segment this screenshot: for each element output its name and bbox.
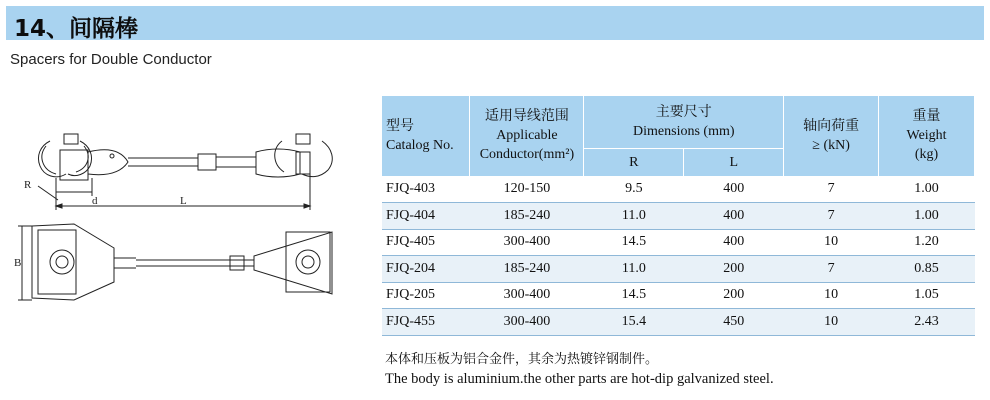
cell-conductor: 300-400	[470, 309, 584, 336]
material-note-cn: 本体和压板为铝合金件，其余为热镀锌钢制件。	[385, 352, 659, 367]
header-load	[784, 96, 879, 176]
cell-conductor: 300-400	[470, 282, 584, 309]
page-subtitle: Spacers for Double Conductor	[10, 51, 212, 68]
cell-catalog: FJQ-403	[382, 176, 470, 203]
header-conductor	[470, 96, 584, 176]
header-load-cn: 轴向荷重	[803, 118, 860, 134]
header-catalog	[382, 96, 470, 176]
dim-label-b: B	[14, 257, 22, 269]
cell-l: 200	[684, 256, 784, 283]
header-r: R	[584, 148, 684, 176]
top-view	[18, 224, 332, 300]
header-catalog-cn: 型号	[386, 118, 414, 134]
page-title: 14、间隔棒	[14, 16, 139, 42]
header-weight-en2: (kg)	[914, 147, 939, 163]
header-catalog-en: Catalog No.	[386, 137, 454, 153]
cell-conductor: 120-150	[470, 176, 584, 203]
dim-label-d: d	[92, 195, 98, 207]
spacer-technical-drawing	[10, 108, 355, 308]
cell-conductor: 185-240	[470, 203, 584, 230]
cell-l: 400	[684, 203, 784, 230]
cell-weight: 1.00	[879, 203, 975, 230]
cell-load: 10	[784, 309, 879, 336]
cell-r: 15.4	[584, 309, 684, 336]
header-weight-en1: Weight	[906, 128, 947, 144]
table-row	[382, 256, 975, 283]
cell-catalog: FJQ-204	[382, 256, 470, 283]
table-row	[382, 203, 975, 230]
cell-catalog: FJQ-405	[382, 229, 470, 256]
cell-weight: 2.43	[879, 309, 975, 336]
cell-weight: 1.20	[879, 229, 975, 256]
cell-load: 10	[784, 282, 879, 309]
cell-catalog: FJQ-404	[382, 203, 470, 230]
header-conductor-cn: 适用导线范围	[484, 109, 569, 125]
cell-r: 9.5	[584, 176, 684, 203]
cell-r: 14.5	[584, 282, 684, 309]
cell-load: 7	[784, 203, 879, 230]
cell-r: 14.5	[584, 229, 684, 256]
header-weight	[879, 96, 975, 176]
cell-load: 7	[784, 176, 879, 203]
cell-r: 11.0	[584, 256, 684, 283]
dim-label-l: L	[180, 195, 187, 207]
cell-weight: 1.05	[879, 282, 975, 309]
table-row	[382, 229, 975, 256]
cell-conductor: 300-400	[470, 229, 584, 256]
material-note-en: The body is aluminium.the other parts are hot-dip galvanized steel.	[385, 371, 774, 387]
cell-l: 450	[684, 309, 784, 336]
table-row	[382, 176, 975, 203]
cell-load: 10	[784, 229, 879, 256]
header-conductor-en2: Conductor(mm²)	[479, 147, 575, 163]
header-conductor-en1: Applicable	[496, 128, 558, 144]
header-weight-cn: 重量	[912, 109, 941, 125]
cell-l: 400	[684, 229, 784, 256]
cell-r: 11.0	[584, 203, 684, 230]
header-load-en: ≥ (kN)	[812, 137, 850, 153]
title-bar	[6, 6, 984, 40]
table-row	[382, 309, 975, 336]
cell-weight: 0.85	[879, 256, 975, 283]
cell-catalog: FJQ-205	[382, 282, 470, 309]
cell-l: 200	[684, 282, 784, 309]
header-dimensions-cn: 主要尺寸	[655, 104, 712, 120]
header-dimensions-en: Dimensions (mm)	[633, 123, 735, 139]
header-l: L	[684, 148, 784, 176]
table-row	[382, 282, 975, 309]
cell-conductor: 185-240	[470, 256, 584, 283]
cell-l: 400	[684, 176, 784, 203]
cell-catalog: FJQ-455	[382, 309, 470, 336]
cell-weight: 1.00	[879, 176, 975, 203]
cell-load: 7	[784, 256, 879, 283]
header-dimensions	[584, 96, 784, 148]
specification-table	[382, 96, 975, 336]
dim-label-r: R	[24, 179, 32, 191]
